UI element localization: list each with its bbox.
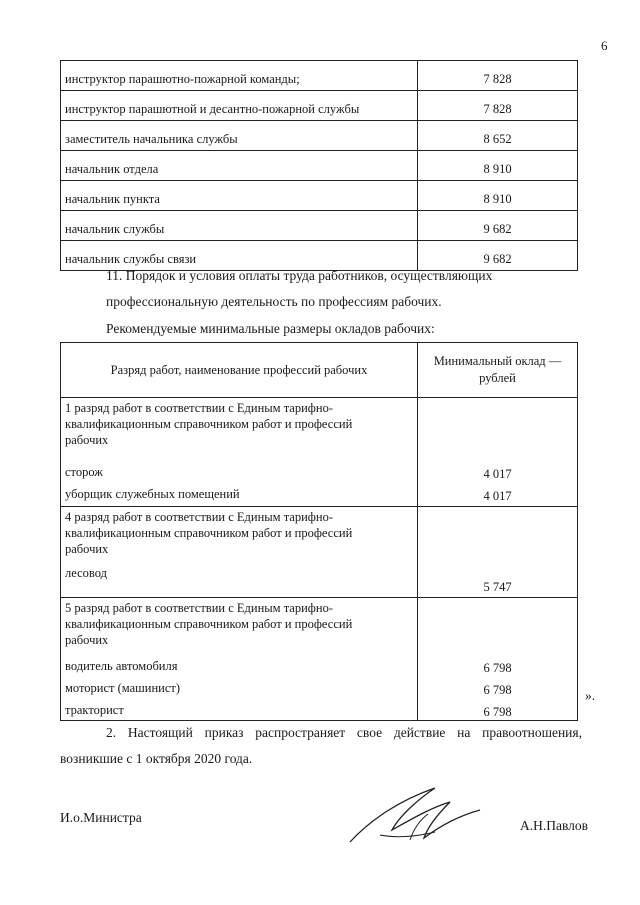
- profession-name: моторист (машинист): [65, 681, 181, 695]
- position-name: начальник службы: [61, 211, 418, 241]
- table-row: [61, 121, 578, 151]
- salary-value: 5 747: [483, 580, 512, 594]
- position-name: начальник службы связи: [61, 241, 418, 271]
- header-col-profession: Разряд работ, наименование профессий рабочих: [61, 343, 418, 398]
- salary-value: 7 828: [418, 61, 578, 91]
- salary-value: 6 798: [483, 683, 512, 697]
- header-col-salary-line-1: Минимальный оклад —: [433, 354, 562, 368]
- signer-title: И.о.Министра: [60, 810, 142, 825]
- profession-name: тракторист: [65, 703, 124, 717]
- grade-group-1-values: [418, 398, 578, 507]
- salary-value: 6 798: [483, 661, 512, 675]
- salary-value: 8 910: [418, 181, 578, 211]
- salary-value: 6 798: [483, 705, 512, 719]
- grade-group-4-values: [418, 507, 578, 598]
- salary-table-positions: [60, 60, 578, 271]
- signer-name: А.Н.Павлов: [520, 818, 589, 833]
- grade-title-line: 4 разряд работ в соответствии с Единым тарифно-: [65, 510, 333, 524]
- salary-value: 9 682: [418, 241, 578, 271]
- position-name: заместитель начальника службы: [61, 121, 418, 151]
- salary-value: 8 652: [418, 121, 578, 151]
- grade-group-5: [61, 598, 418, 721]
- clause-11-line-2: профессиональную деятельность по профессиям рабочих.: [106, 294, 442, 309]
- header-col-salary-line-2: рублей: [479, 371, 516, 385]
- position-name: начальник отдела: [61, 151, 418, 181]
- salary-table-workers: [60, 342, 578, 721]
- grade-title-line: квалификационным справочником работ и профессий: [65, 617, 353, 631]
- table-row: [61, 151, 578, 181]
- salary-value: 4 017: [483, 489, 512, 503]
- clause-11-line-1: 11. Порядок и условия оплаты труда работников, осуществляющих: [106, 268, 493, 283]
- table-header-row: [61, 343, 578, 398]
- grade-group-1: [61, 398, 418, 507]
- recommend-heading: Рекомендуемые минимальные размеры окладов рабочих:: [106, 321, 435, 336]
- closing-quote: ».: [585, 688, 596, 703]
- salary-value: 7 828: [418, 91, 578, 121]
- position-name: начальник пункта: [61, 181, 418, 211]
- table-row: [61, 61, 578, 91]
- page-number: 6: [601, 38, 608, 53]
- salary-value: 9 682: [418, 211, 578, 241]
- grade-title-line: рабочих: [65, 542, 109, 556]
- table-row: [61, 598, 578, 721]
- clause-2-paragraph: 2. Настоящий приказ распространяет свое действие на правоотношения, возникшие с 1 октября 2020 года.: [60, 725, 582, 766]
- table-row: [61, 91, 578, 121]
- position-name: инструктор парашютной и десантно-пожарной службы: [61, 91, 418, 121]
- salary-value: 8 910: [418, 151, 578, 181]
- grade-title-line: рабочих: [65, 433, 109, 447]
- table-row: [61, 398, 578, 507]
- grade-title-line: 1 разряд работ в соответствии с Единым тарифно-: [65, 401, 333, 415]
- table-row: [61, 211, 578, 241]
- salary-value: 4 017: [483, 467, 512, 481]
- table-row: [61, 181, 578, 211]
- profession-name: водитель автомобиля: [65, 659, 178, 673]
- grade-group-4: [61, 507, 418, 598]
- profession-name: сторож: [65, 465, 103, 479]
- grade-title-line: рабочих: [65, 633, 109, 647]
- grade-group-5-values: [418, 598, 578, 721]
- clause-11-paragraph: [60, 263, 582, 315]
- profession-name: уборщик служебных помещений: [65, 487, 240, 501]
- position-name: инструктор парашютно-пожарной команды;: [61, 61, 418, 91]
- table-row: [61, 507, 578, 598]
- signature-icon: [340, 780, 490, 850]
- grade-title-line: квалификационным справочником работ и профессий: [65, 417, 353, 431]
- grade-title-line: 5 разряд работ в соответствии с Единым тарифно-: [65, 601, 333, 615]
- header-col-salary: [418, 343, 578, 398]
- grade-title-line: квалификационным справочником работ и профессий: [65, 526, 353, 540]
- profession-name: лесовод: [65, 566, 107, 580]
